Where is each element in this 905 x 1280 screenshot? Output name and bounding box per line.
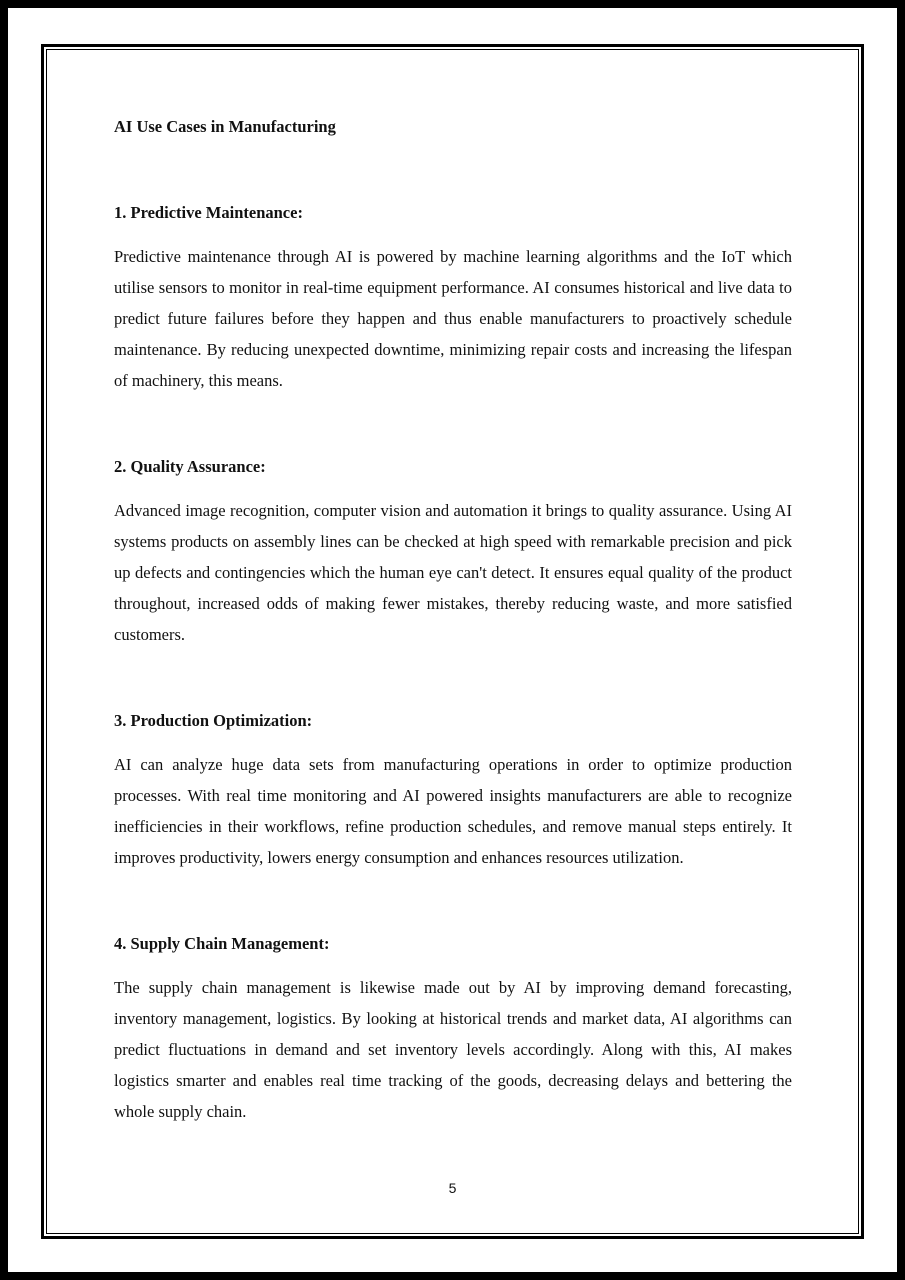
section-body: AI can analyze huge data sets from manufacturing operations in order to optimize production processes. With real time monitoring and AI powered insights manufacturers are able to recognize inefficiencies in their workflows, refine production schedules, and remove manual steps entirely. It improves productivity, lowers energy consumption and enhances resources utilization. <box>114 755 792 867</box>
section-predictive-maintenance <box>114 198 792 396</box>
section-heading: 2. Quality Assurance: <box>114 457 266 476</box>
document-title: AI Use Cases in Manufacturing <box>114 117 336 136</box>
document-content <box>114 112 792 1127</box>
section-heading: 4. Supply Chain Management: <box>114 934 330 953</box>
section-quality-assurance <box>114 452 792 650</box>
section-heading: 3. Production Optimization: <box>114 711 313 730</box>
section-heading: 1. Predictive Maintenance: <box>114 203 303 222</box>
section-production-optimization <box>114 706 792 873</box>
section-body: The supply chain management is likewise made out by AI by improving demand forecasting, inventory management, logistics. By looking at historical trends and market data, AI algorithms can predict fluctuations in demand and set inventory levels accordingly. Along with this, AI makes logistics smarter and enables real time tracking of the goods, decreasing delays and bettering the whole supply chain. <box>114 978 792 1121</box>
section-body: Predictive maintenance through AI is powered by machine learning algorithms and the IoT which utilise sensors to monitor in real-time equipment performance. AI consumes historical and live data to predict future failures before they happen and thus enable manufacturers to proactively schedule maintenance. By reducing unexpected downtime, minimizing repair costs and increasing the lifespan of machinery, this means. <box>114 247 792 390</box>
page-number: 5 <box>448 1180 457 1196</box>
section-supply-chain-management <box>114 929 792 1127</box>
section-body: Advanced image recognition, computer vision and automation it brings to quality assurance. Using AI systems products on assembly lines can be checked at high speed with remarkable precision and pick up defects and contingencies which the human eye can't detect. It ensures equal quality of the product throughout, increased odds of making fewer mistakes, thereby reducing waste, and more satisfied customers. <box>114 501 792 644</box>
